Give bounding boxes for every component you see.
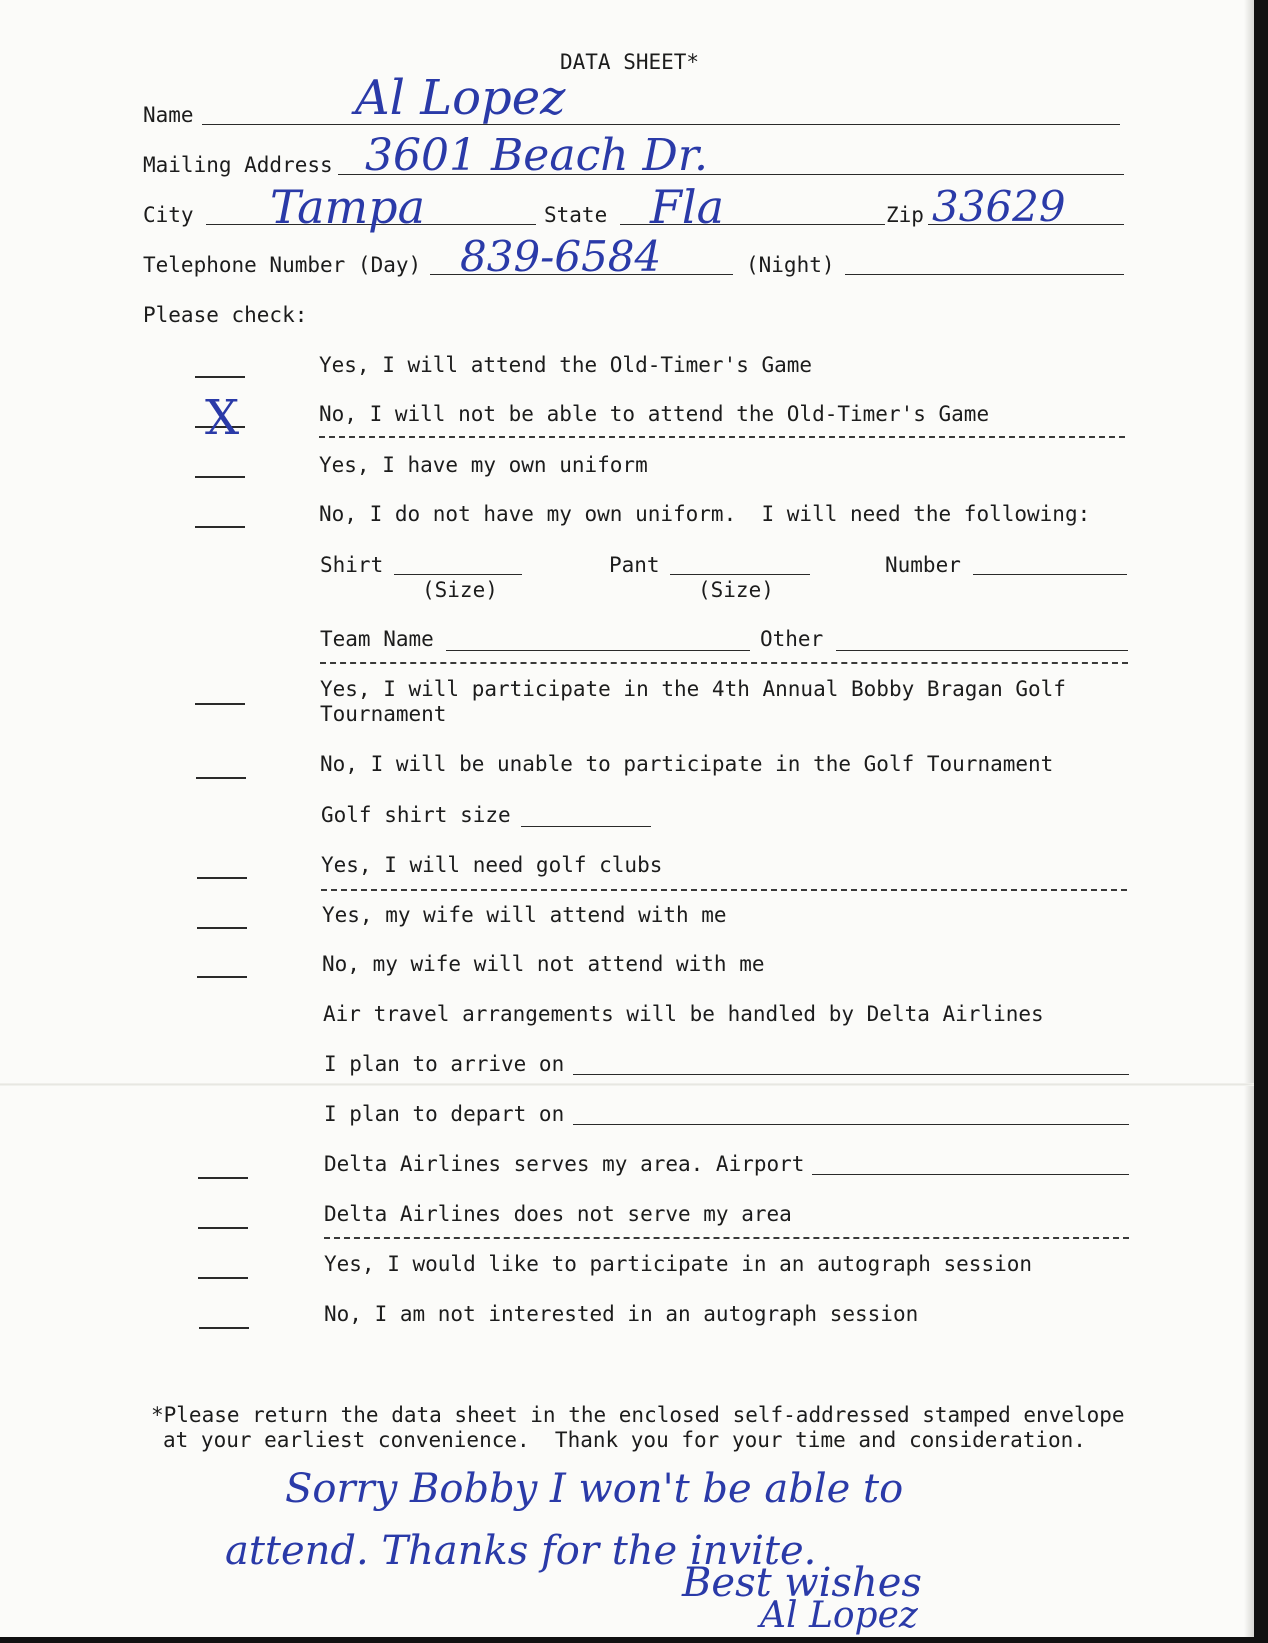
telephone-day-handwritten: 839-6584	[460, 232, 662, 281]
name-handwritten: Al Lopez	[355, 70, 566, 126]
checkbox-attend-yes[interactable]	[195, 376, 245, 378]
scan-edge-shadow	[1244, 0, 1254, 1643]
delta-not-serve-label: Delta Airlines does not serve my area	[324, 1202, 792, 1226]
handwritten-note-line1: Sorry Bobby I won't be able to	[285, 1466, 904, 1512]
city-label: City	[143, 203, 194, 227]
checkbox-wife-no[interactable]	[197, 976, 247, 978]
golf-shirt-size-field-line[interactable]	[521, 826, 651, 827]
paper-fold-line	[0, 1083, 1254, 1086]
attend-yes-label: Yes, I will attend the Old-Timer's Game	[319, 353, 813, 377]
shirt-size-field-line[interactable]	[394, 574, 522, 575]
address-label: Mailing Address	[143, 153, 333, 177]
pant-label: Pant	[609, 553, 660, 577]
golf-clubs-label: Yes, I will need golf clubs	[321, 853, 663, 877]
uniform-yes-label: Yes, I have my own uniform	[319, 453, 648, 477]
team-name-label: Team Name	[320, 627, 434, 651]
telephone-night-field-line[interactable]	[845, 274, 1124, 275]
handwritten-note-line2: attend. Thanks for the invite.	[225, 1528, 817, 1574]
state-handwritten: Fla	[650, 180, 725, 234]
pant-size-caption: (Size)	[698, 578, 774, 602]
checkbox-uniform-yes[interactable]	[195, 476, 245, 478]
return-instructions-line1: *Please return the data sheet in the enclosed self-addressed stamped envelope	[151, 1403, 1125, 1427]
section-divider	[319, 436, 1125, 438]
state-label: State	[544, 203, 608, 227]
depart-date-field-line[interactable]	[573, 1124, 1129, 1125]
scan-border-right	[1254, 0, 1268, 1643]
checkbox-delta-serves[interactable]	[198, 1177, 248, 1179]
shirt-label: Shirt	[320, 553, 384, 577]
city-handwritten: Tampa	[270, 180, 426, 234]
golf-no-label: No, I will be unable to participate in the Golf Tournament	[320, 752, 1054, 776]
airport-field-line[interactable]	[812, 1174, 1129, 1175]
golf-yes-label-cont: Tournament	[320, 702, 447, 726]
section-divider	[321, 889, 1127, 891]
number-label: Number	[885, 553, 961, 577]
team-name-field-line[interactable]	[446, 650, 750, 651]
checkbox-autograph-yes[interactable]	[198, 1277, 248, 1279]
pant-size-field-line[interactable]	[670, 574, 810, 575]
depart-label: I plan to depart on	[324, 1102, 565, 1126]
uniform-no-label: No, I do not have my own uniform. I will need the following:	[319, 502, 1091, 526]
checkbox-autograph-no[interactable]	[199, 1327, 249, 1329]
attend-no-label: No, I will not be able to attend the Old-Timer's Game	[319, 402, 990, 426]
name-label: Name	[143, 103, 194, 127]
number-field-line[interactable]	[973, 574, 1127, 575]
golf-shirt-size-label: Golf shirt size	[321, 803, 511, 827]
air-travel-note: Air travel arrangements will be handled by Delta Airlines	[323, 1002, 1044, 1026]
checkbox-golf-yes[interactable]	[195, 703, 245, 705]
telephone-day-label: Telephone Number (Day)	[143, 253, 422, 277]
arrive-label: I plan to arrive on	[324, 1052, 565, 1076]
other-field-line[interactable]	[836, 650, 1128, 651]
wife-no-label: No, my wife will not attend with me	[322, 952, 765, 976]
autograph-yes-label: Yes, I would like to participate in an autograph session	[324, 1252, 1033, 1276]
delta-serves-label: Delta Airlines serves my area. Airport	[324, 1152, 805, 1176]
section-divider	[320, 662, 1128, 664]
wife-yes-label: Yes, my wife will attend with me	[322, 903, 727, 927]
zip-handwritten: 33629	[932, 182, 1066, 231]
please-check-label: Please check:	[143, 303, 308, 327]
checkbox-golf-clubs[interactable]	[197, 877, 247, 879]
shirt-size-caption: (Size)	[422, 578, 498, 602]
checkbox-uniform-no[interactable]	[195, 526, 245, 528]
golf-yes-label: Yes, I will participate in the 4th Annual Bobby Bragan Golf	[320, 677, 1066, 701]
section-divider	[324, 1237, 1129, 1239]
zip-label: Zip	[886, 203, 924, 227]
return-instructions-line2: at your earliest convenience. Thank you for your time and consideration.	[163, 1428, 1086, 1452]
handwritten-signature: Al Lopez	[760, 1595, 918, 1636]
handwritten-note-closing: Best wishes	[682, 1560, 922, 1606]
telephone-night-label: (Night)	[746, 253, 835, 277]
other-label: Other	[760, 627, 824, 651]
checkbox-golf-no[interactable]	[196, 777, 246, 779]
form-title: DATA SHEET*	[560, 50, 700, 74]
check-mark-handwritten: X	[205, 390, 240, 446]
address-handwritten: 3601 Beach Dr.	[365, 130, 708, 181]
checkbox-wife-yes[interactable]	[197, 927, 247, 929]
checkbox-delta-not-serve[interactable]	[198, 1227, 248, 1229]
arrive-date-field-line[interactable]	[573, 1074, 1129, 1075]
name-field-line[interactable]	[202, 124, 1120, 125]
autograph-no-label: No, I am not interested in an autograph session	[324, 1302, 919, 1326]
scan-border-bottom	[0, 1637, 1268, 1643]
